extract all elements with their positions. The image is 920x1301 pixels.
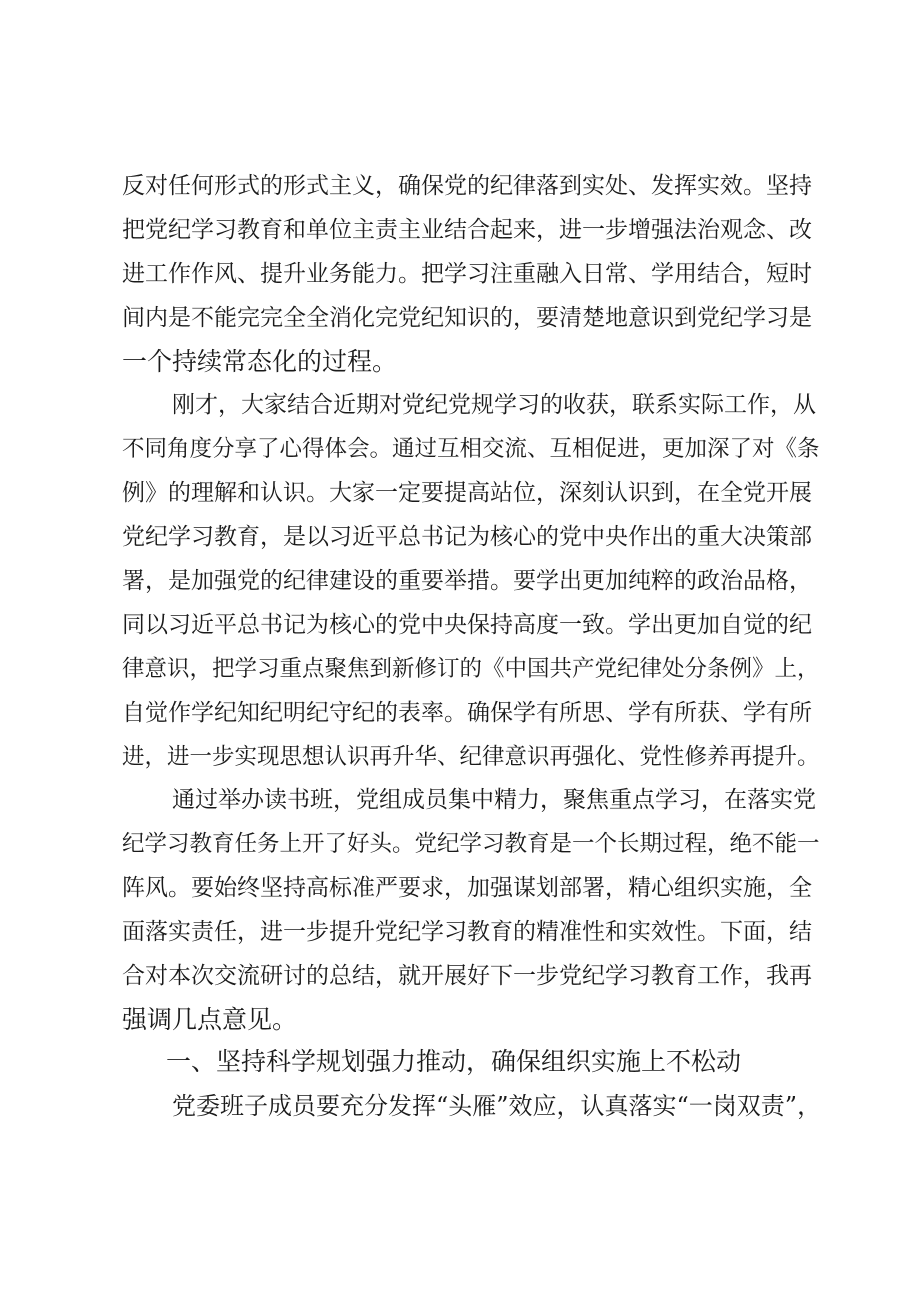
paragraph-3-line-1: 通过举办读书班，党组成员集中精力，聚焦重点学习，在落实党 xyxy=(172,787,816,813)
paragraph-2-line-6: 同以习近平总书记为核心的党中央保持高度一致。学出更加自觉的纪 xyxy=(122,612,812,638)
paragraph-3-line-4: 面落实责任，进一步提升党纪学习教育的精准性和实效性。下面，结 xyxy=(122,919,812,945)
paragraph-3-line-3: 阵风。要始终坚持高标准严要求，加强谋划部署，精心组织实施，全 xyxy=(122,875,812,901)
paragraph-2-line-8: 自觉作学纪知纪明纪守纪的表率。确保学有所思、学有所获、学有所 xyxy=(122,700,812,726)
section-heading: 一、坚持科学规划强力推动，确保组织实施上不松动 xyxy=(166,1047,742,1076)
paragraph-3-line-5: 合对本次交流研讨的总结，就开展好下一步党纪学习教育工作，我再 xyxy=(122,963,812,989)
paragraph-1-line-2: 把党纪学习教育和单位主责主业结合起来，进一步增强法治观念、改 xyxy=(122,217,812,243)
paragraph-1-line-1: 反对任何形式的形式主义，确保党的纪律落到实处、发挥实效。坚持 xyxy=(122,173,812,199)
paragraph-2-line-3: 例》的理解和认识。大家一定要提高站位，深刻认识到，在全党开展 xyxy=(122,480,812,506)
paragraph-1-line-3: 进工作作风、提升业务能力。把学习注重融入日常、学用结合，短时 xyxy=(122,261,812,287)
paragraph-2-line-1: 刚才，大家结合近期对党纪党规学习的收获，联系实际工作，从 xyxy=(172,392,816,418)
paragraph-2-line-4: 党纪学习教育，是以习近平总书记为核心的党中央作出的重大决策部 xyxy=(122,524,812,550)
paragraph-3-line-6: 强调几点意见。 xyxy=(122,1005,298,1034)
paragraph-3-line-2: 纪学习教育任务上开了好头。党纪学习教育是一个长期过程，绝不能一 xyxy=(122,831,820,857)
paragraph-2-line-9: 进，进一步实现思想认识再升华、纪律意识再强化、党性修养再提升。 xyxy=(122,744,820,770)
paragraph-2-line-7: 律意识，把学习重点聚焦到新修订的《中国共产党纪律处分条例》上， xyxy=(122,656,820,682)
paragraph-2-line-5: 署，是加强党的纪律建设的重要举措。要学出更加纯粹的政治品格， xyxy=(122,568,812,594)
paragraph-1-line-4: 间内是不能完完全全消化完党纪知识的，要清楚地意识到党纪学习是 xyxy=(122,305,812,331)
paragraph-2-line-2: 不同角度分享了心得体会。通过互相交流、互相促进，更加深了对《条 xyxy=(122,436,820,462)
paragraph-1-line-5: 一个持续常态化的过程。 xyxy=(122,347,398,376)
paragraph-4-line-1: 党委班子成员要充分发挥“头雁”效应，认真落实“一岗双责”， xyxy=(172,1092,822,1120)
